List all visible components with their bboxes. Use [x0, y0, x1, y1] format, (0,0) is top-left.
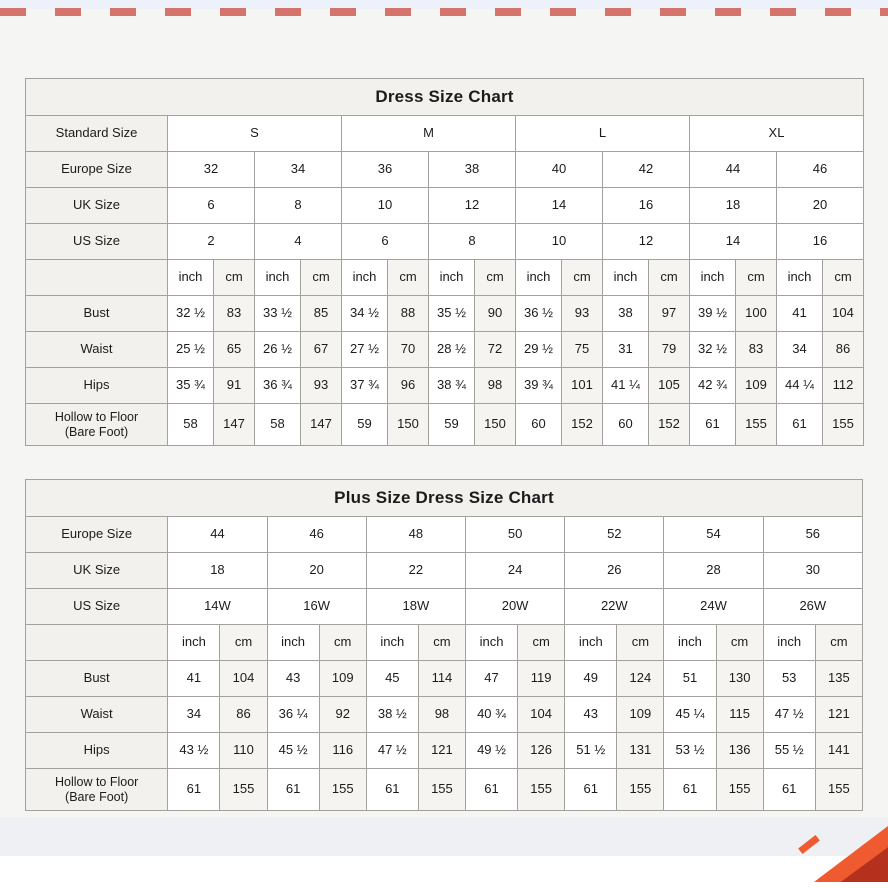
unit-header-inch: inch [565, 625, 617, 661]
size-cell: 6 [168, 188, 255, 224]
measure-cell: 38 [603, 296, 649, 332]
size-cell: 14W [168, 589, 267, 625]
row-label: Europe Size [26, 517, 168, 553]
unit-header-cm: cm [617, 625, 664, 661]
size-cell: 26W [763, 589, 862, 625]
measure-cell: 131 [617, 733, 664, 769]
top-dashed-line [0, 8, 888, 16]
standard-size-cell: XL [690, 116, 864, 152]
measure-cell: 44 ¼ [777, 368, 823, 404]
standard-size-cell: L [516, 116, 690, 152]
unit-header-inch: inch [267, 625, 319, 661]
measure-cell: 105 [649, 368, 690, 404]
measure-cell: 115 [716, 697, 763, 733]
measure-cell: 97 [649, 296, 690, 332]
size-cell: 52 [565, 517, 664, 553]
size-cell: 24W [664, 589, 763, 625]
measure-cell: 41 [777, 296, 823, 332]
measure-cell: 28 ½ [429, 332, 475, 368]
unit-header-cm: cm [301, 260, 342, 296]
row-label-hips [26, 733, 168, 769]
measure-cell: 86 [220, 697, 267, 733]
measure-cell: 93 [562, 296, 603, 332]
measure-cell: 25 ½ [168, 332, 214, 368]
measure-cell: 45 ¼ [664, 697, 716, 733]
measure-cell: 51 [664, 661, 716, 697]
measure-cell: 45 ½ [267, 733, 319, 769]
unit-header-inch: inch [366, 625, 418, 661]
measure-cell: 53 ½ [664, 733, 716, 769]
measure-cell: 141 [815, 733, 862, 769]
measure-cell: 92 [319, 697, 366, 733]
unit-header-inch: inch [168, 625, 220, 661]
bottom-band [0, 817, 888, 856]
size-cell: 54 [664, 517, 763, 553]
measure-cell: 114 [418, 661, 465, 697]
size-cell: 18W [366, 589, 465, 625]
measure-cell: 32 ½ [168, 296, 214, 332]
row-label-hollow-to-floor [26, 404, 168, 446]
measure-cell: 38 ½ [366, 697, 418, 733]
size-cell: 20 [777, 188, 864, 224]
measure-cell: 59 [342, 404, 388, 446]
measure-cell: 126 [518, 733, 565, 769]
measure-cell: 119 [518, 661, 565, 697]
unit-header-inch: inch [690, 260, 736, 296]
unit-header-inch: inch [777, 260, 823, 296]
row-label-hips [26, 368, 168, 404]
measure-cell: 135 [815, 661, 862, 697]
unit-header-cm: cm [475, 260, 516, 296]
measure-cell: 88 [388, 296, 429, 332]
measure-cell: 121 [418, 733, 465, 769]
measure-cell: 155 [518, 769, 565, 811]
unit-header-cm: cm [214, 260, 255, 296]
unit-header-cm: cm [562, 260, 603, 296]
measure-cell: 40 ¾ [465, 697, 517, 733]
measure-cell: 83 [214, 296, 255, 332]
measure-cell: 58 [168, 404, 214, 446]
unit-header-inch: inch [168, 260, 214, 296]
measure-cell: 41 [168, 661, 220, 697]
size-cell: 22 [366, 553, 465, 589]
measure-cell: 90 [475, 296, 516, 332]
size-cell: 10 [342, 188, 429, 224]
measure-cell: 116 [319, 733, 366, 769]
size-cell: 38 [429, 152, 516, 188]
measure-cell: 61 [777, 404, 823, 446]
size-cell: 14 [690, 224, 777, 260]
measure-cell: 130 [716, 661, 763, 697]
unit-header-inch: inch [516, 260, 562, 296]
measure-cell: 155 [736, 404, 777, 446]
measure-cell: 61 [465, 769, 517, 811]
size-cell: 12 [429, 188, 516, 224]
measure-cell: 35 ½ [429, 296, 475, 332]
unit-header-inch: inch [664, 625, 716, 661]
size-cell: 8 [429, 224, 516, 260]
size-cell: 20W [465, 589, 564, 625]
row-label-text: Waist [80, 341, 113, 357]
measure-cell: 61 [664, 769, 716, 811]
measure-cell: 109 [617, 697, 664, 733]
units-row-spacer [26, 260, 168, 296]
measure-cell: 109 [736, 368, 777, 404]
row-label-bust [26, 296, 168, 332]
measure-cell: 155 [815, 769, 862, 811]
measure-cell: 55 ½ [763, 733, 815, 769]
measure-cell: 70 [388, 332, 429, 368]
standard-size-cell: S [168, 116, 342, 152]
measure-cell: 150 [475, 404, 516, 446]
standard-size-cell: M [342, 116, 516, 152]
measure-cell: 155 [319, 769, 366, 811]
measure-cell: 155 [716, 769, 763, 811]
measure-cell: 42 ¾ [690, 368, 736, 404]
size-cell: 14 [516, 188, 603, 224]
size-cell: 44 [690, 152, 777, 188]
corner-watermark [814, 826, 888, 882]
measure-cell: 51 ½ [565, 733, 617, 769]
size-cell: 8 [255, 188, 342, 224]
row-label-text: Hips [83, 742, 110, 758]
measure-cell: 47 [465, 661, 517, 697]
row-label-standard-size: Standard Size [26, 116, 168, 152]
size-cell: 30 [763, 553, 862, 589]
size-cell: 16W [267, 589, 366, 625]
unit-header-cm: cm [518, 625, 565, 661]
row-label: US Size [26, 224, 168, 260]
measure-cell: 152 [562, 404, 603, 446]
size-cell: 46 [267, 517, 366, 553]
measure-cell: 83 [736, 332, 777, 368]
measure-cell: 112 [823, 368, 864, 404]
measure-cell: 86 [823, 332, 864, 368]
row-label-hollow-to-floor [26, 769, 168, 811]
measure-cell: 58 [255, 404, 301, 446]
table1-title: Dress Size Chart [26, 79, 864, 116]
unit-header-inch: inch [342, 260, 388, 296]
measure-cell: 59 [429, 404, 475, 446]
measure-cell: 47 ½ [763, 697, 815, 733]
measure-cell: 49 ½ [465, 733, 517, 769]
size-cell: 48 [366, 517, 465, 553]
unit-header-inch: inch [429, 260, 475, 296]
row-label-waist [26, 332, 168, 368]
measure-cell: 29 ½ [516, 332, 562, 368]
measure-cell: 31 [603, 332, 649, 368]
measure-cell: 61 [565, 769, 617, 811]
measure-cell: 104 [220, 661, 267, 697]
measure-cell: 79 [649, 332, 690, 368]
measure-cell: 61 [366, 769, 418, 811]
size-cell: 22W [565, 589, 664, 625]
measure-cell: 101 [562, 368, 603, 404]
measure-cell: 37 ¾ [342, 368, 388, 404]
measure-cell: 104 [823, 296, 864, 332]
row-label-text: Hips [83, 377, 110, 393]
unit-header-cm: cm [319, 625, 366, 661]
measure-cell: 60 [516, 404, 562, 446]
size-cell: 24 [465, 553, 564, 589]
unit-header-cm: cm [815, 625, 862, 661]
unit-header-cm: cm [220, 625, 267, 661]
row-label-subtext: (Bare Foot) [64, 424, 129, 439]
table2-title: Plus Size Dress Size Chart [26, 480, 863, 517]
size-cell: 44 [168, 517, 267, 553]
size-cell: 40 [516, 152, 603, 188]
measure-cell: 60 [603, 404, 649, 446]
size-cell: 16 [777, 224, 864, 260]
measure-cell: 110 [220, 733, 267, 769]
measure-cell: 61 [168, 769, 220, 811]
size-cell: 28 [664, 553, 763, 589]
size-cell: 18 [168, 553, 267, 589]
size-cell: 2 [168, 224, 255, 260]
unit-header-cm: cm [649, 260, 690, 296]
row-label: UK Size [26, 188, 168, 224]
size-cell: 6 [342, 224, 429, 260]
measure-cell: 96 [388, 368, 429, 404]
measure-cell: 32 ½ [690, 332, 736, 368]
measure-cell: 34 [168, 697, 220, 733]
size-cell: 56 [763, 517, 862, 553]
size-cell: 16 [603, 188, 690, 224]
row-label: Europe Size [26, 152, 168, 188]
size-cell: 10 [516, 224, 603, 260]
measure-cell: 34 [777, 332, 823, 368]
size-cell: 36 [342, 152, 429, 188]
measure-cell: 39 ¾ [516, 368, 562, 404]
size-cell: 26 [565, 553, 664, 589]
size-cell: 50 [465, 517, 564, 553]
measure-cell: 33 ½ [255, 296, 301, 332]
measure-cell: 91 [214, 368, 255, 404]
measure-cell: 121 [815, 697, 862, 733]
measure-cell: 65 [214, 332, 255, 368]
measure-cell: 36 ½ [516, 296, 562, 332]
row-label-waist [26, 697, 168, 733]
unit-header-inch: inch [763, 625, 815, 661]
measure-cell: 155 [823, 404, 864, 446]
measure-cell: 43 [565, 697, 617, 733]
measure-cell: 72 [475, 332, 516, 368]
row-label-text: Hollow to Floor [54, 409, 139, 424]
measure-cell: 45 [366, 661, 418, 697]
measure-cell: 155 [418, 769, 465, 811]
measure-cell: 35 ¾ [168, 368, 214, 404]
measure-cell: 147 [301, 404, 342, 446]
measure-cell: 98 [418, 697, 465, 733]
measure-cell: 150 [388, 404, 429, 446]
measure-cell: 61 [267, 769, 319, 811]
unit-header-cm: cm [823, 260, 864, 296]
row-label: US Size [26, 589, 168, 625]
measure-cell: 75 [562, 332, 603, 368]
bottom-white-area [0, 856, 888, 888]
size-cell: 18 [690, 188, 777, 224]
measure-cell: 98 [475, 368, 516, 404]
unit-header-cm: cm [736, 260, 777, 296]
size-cell: 20 [267, 553, 366, 589]
size-cell: 34 [255, 152, 342, 188]
measure-cell: 93 [301, 368, 342, 404]
unit-header-cm: cm [418, 625, 465, 661]
measure-cell: 49 [565, 661, 617, 697]
measure-cell: 124 [617, 661, 664, 697]
measure-cell: 67 [301, 332, 342, 368]
measure-cell: 85 [301, 296, 342, 332]
units-row-spacer [26, 625, 168, 661]
row-label-bust [26, 661, 168, 697]
row-label: UK Size [26, 553, 168, 589]
measure-cell: 53 [763, 661, 815, 697]
measure-cell: 41 ¼ [603, 368, 649, 404]
measure-cell: 36 ¾ [255, 368, 301, 404]
measure-cell: 26 ½ [255, 332, 301, 368]
size-cell: 12 [603, 224, 690, 260]
plus-size-dress-size-chart-table [25, 479, 863, 811]
measure-cell: 100 [736, 296, 777, 332]
unit-header-inch: inch [255, 260, 301, 296]
measure-cell: 155 [617, 769, 664, 811]
measure-cell: 39 ½ [690, 296, 736, 332]
unit-header-inch: inch [465, 625, 517, 661]
row-label-text: Bust [83, 305, 110, 321]
measure-cell: 155 [220, 769, 267, 811]
measure-cell: 38 ¾ [429, 368, 475, 404]
measure-cell: 61 [690, 404, 736, 446]
row-label-text: Waist [80, 706, 113, 722]
unit-header-cm: cm [388, 260, 429, 296]
measure-cell: 43 [267, 661, 319, 697]
measure-cell: 152 [649, 404, 690, 446]
measure-cell: 27 ½ [342, 332, 388, 368]
size-cell: 32 [168, 152, 255, 188]
measure-cell: 109 [319, 661, 366, 697]
measure-cell: 47 ½ [366, 733, 418, 769]
measure-cell: 136 [716, 733, 763, 769]
measure-cell: 104 [518, 697, 565, 733]
size-cell: 4 [255, 224, 342, 260]
row-label-subtext: (Bare Foot) [65, 789, 129, 804]
dress-size-chart-table [25, 78, 864, 446]
measure-cell: 36 ¼ [267, 697, 319, 733]
measure-cell: 61 [763, 769, 815, 811]
size-cell: 46 [777, 152, 864, 188]
row-label-text: Hollow to Floor [54, 774, 139, 789]
size-cell: 42 [603, 152, 690, 188]
unit-header-inch: inch [603, 260, 649, 296]
measure-cell: 43 ½ [168, 733, 220, 769]
unit-header-cm: cm [716, 625, 763, 661]
row-label-text: Bust [83, 670, 110, 686]
measure-cell: 34 ½ [342, 296, 388, 332]
measure-cell: 147 [214, 404, 255, 446]
